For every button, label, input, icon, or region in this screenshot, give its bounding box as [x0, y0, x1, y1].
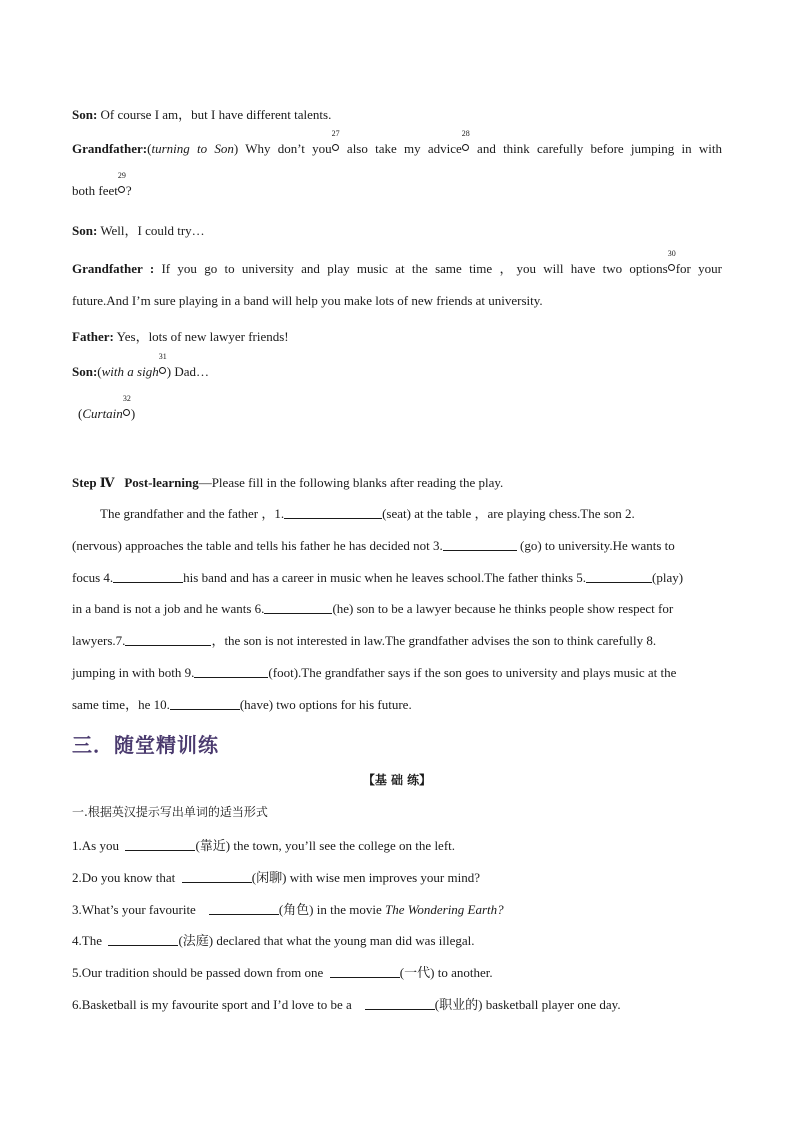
exercise-item: 4.The (法庭) declared that what the young man did was illegal. [72, 933, 475, 948]
passage-line: The grandfather and the father ，1. (seat) at the table ，are playing chess.The son 2. [100, 506, 635, 521]
blank-field[interactable] [443, 538, 517, 551]
dialogue-line-5 [72, 249, 722, 277]
blank-field[interactable] [125, 633, 211, 646]
speaker-son: Son: [72, 364, 98, 379]
section-subtitle: 【基 础 练】 [362, 773, 432, 787]
circle-icon [123, 409, 130, 416]
footnote-marker: 32 [123, 406, 131, 422]
speaker-grandfather: Grandfather: [72, 141, 148, 156]
section-title: 三．随堂精训练 [72, 733, 219, 757]
footnote-marker: 29 [118, 183, 126, 199]
answer-blank[interactable] [125, 838, 195, 851]
dialogue-text: ? [125, 183, 132, 198]
answer-blank[interactable] [209, 902, 279, 915]
blank-field[interactable] [264, 601, 332, 614]
step-instruction: —Please fill in the following blanks after reading the play. [198, 475, 504, 490]
dialogue-text: Yes，lots of new lawyer friends! [116, 329, 289, 344]
dialogue-line-8: Son:(with a sigh 31 ) Dad… [72, 352, 209, 379]
blank-field[interactable] [194, 665, 268, 678]
speaker-father: Father: [72, 329, 114, 344]
dialogue-line-1 [72, 104, 331, 123]
footnote-marker: 28 [462, 141, 470, 157]
blank-field[interactable] [284, 506, 382, 519]
passage-line: jumping in with both 9. (foot).The grandfather says if the son goes to university and plays music at the [72, 664, 677, 680]
exercise-item: 6.Basketball is my favourite sport and I’d love to be a (职业的) basketball player one day. [72, 997, 621, 1012]
answer-blank[interactable] [108, 933, 178, 946]
dialogue-text: also take my advice [346, 141, 462, 156]
dialogue-text: Of course I am，but I have different talents. [100, 107, 332, 122]
passage-line: focus 4. his band and has a career in music when he leaves school.The father thinks 5. (play) [72, 569, 684, 585]
answer-blank[interactable] [365, 997, 435, 1010]
step4-heading [72, 475, 503, 491]
blank-field[interactable] [586, 570, 652, 583]
dialogue-text: and think carefully before jumping in with [477, 141, 722, 156]
circle-icon [118, 186, 125, 193]
dialogue-line-9: (Curtain 32 ) [78, 394, 136, 421]
step-label: Step Ⅳ [72, 475, 115, 490]
footnote-marker: 30 [668, 261, 676, 277]
dialogue-line-4 [72, 220, 205, 239]
dialogue-line-3 [72, 171, 132, 199]
speaker-grandfather: Grandfather : [72, 261, 155, 276]
exercise-item: 5.Our tradition should be passed down from one (一代) to another. [72, 965, 493, 980]
exercise-item: 1.As you (靠近) the town, you’ll see the college on the left. [72, 838, 456, 853]
dialogue-text: If you go to university and play music at the same time ，you will have two options [161, 261, 668, 276]
blank-field[interactable] [113, 570, 183, 583]
passage-line: in a band is not a job and he wants 6. (he) son to be a lawyer because he thinks people show respect for [72, 601, 674, 617]
blank-field[interactable] [170, 697, 240, 710]
dialogue-text: future.And I’m sure playing in a band will help you make lots of new friends at university. [72, 293, 543, 308]
passage-line: (nervous) approaches the table and tells his father he has decided not 3. (go) to university.He wants to [72, 537, 675, 553]
stage-direction: turning to Son [151, 141, 234, 156]
dialogue-text: for your [675, 261, 722, 276]
answer-blank[interactable] [182, 870, 252, 883]
dialogue-text: Well，I could try… [100, 223, 205, 238]
dialogue-text: Dad… [174, 364, 209, 379]
circle-icon [332, 144, 339, 151]
part-heading: 一.根据英汉提示写出单词的适当形式 [72, 805, 268, 819]
step-title: Post-learning [124, 475, 199, 490]
answer-blank[interactable] [330, 965, 400, 978]
speaker-son: Son: [72, 107, 98, 122]
dialogue-line-7 [72, 326, 289, 345]
circle-icon [462, 144, 469, 151]
circle-icon [668, 264, 675, 271]
footnote-marker: 31 [159, 364, 167, 380]
passage-line: lawyers.7. ，the son is not interested in law.The grandfather advises the son to think carefully 8. [72, 633, 657, 649]
circle-icon [159, 367, 166, 374]
speaker-son: Son: [72, 223, 98, 238]
stage-direction: with a sigh [101, 364, 159, 379]
step4-passage [72, 498, 723, 721]
dialogue-line-6 [72, 293, 543, 309]
passage-line: same time，he 10. (have) two options for his future. [72, 696, 412, 712]
stage-direction: Curtain [82, 406, 123, 421]
exercise-item: 3.What’s your favourite (角色) in the movie The Wondering Earth? [72, 902, 504, 917]
dialogue-line-2: Grandfather:(turning to Son) Why don’t you 27 also take my advice 28 and think carefully before jumping in with [72, 129, 722, 156]
dialogue-text: Why don’t you [245, 141, 332, 156]
exercise-item: 2.Do you know that (闲聊) with wise men improves your mind? [72, 870, 480, 885]
footnote-marker: 27 [332, 141, 340, 157]
dialogue-text: both feet [72, 183, 118, 198]
